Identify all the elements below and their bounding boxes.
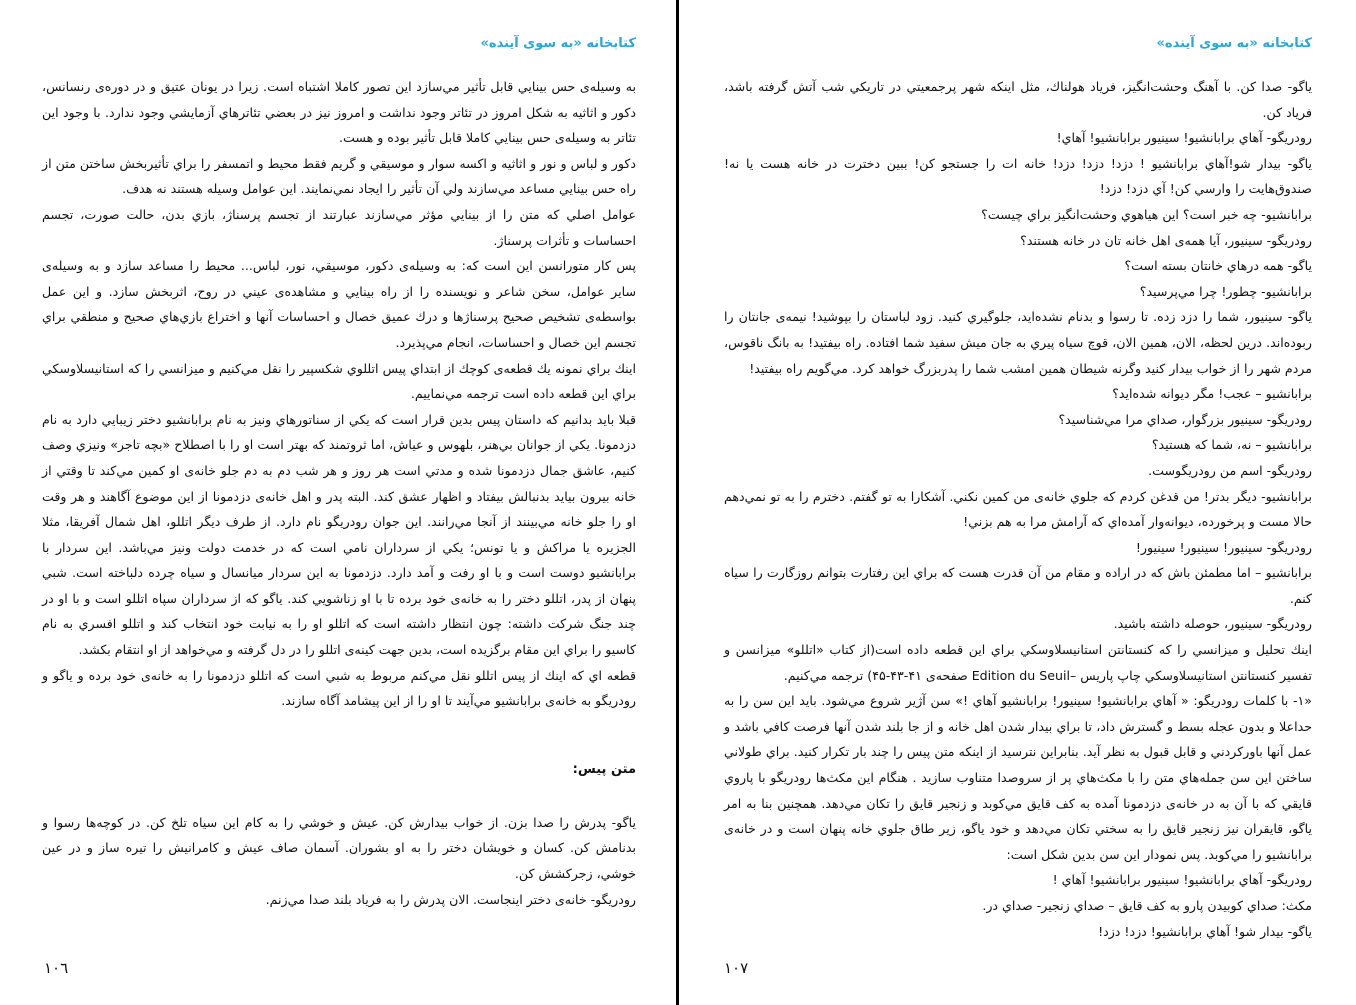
section-heading: متن پيس: <box>572 761 636 777</box>
script-line: رودريگو- خانه‌ی دختر اينجاست. الان پدرش را به فرياد بلند صدا مي‌زنم. <box>265 891 636 907</box>
paragraph: رودريگو- آهاي برابانشيو! سينيور برابانشيو! آهاي ! <box>1052 872 1312 888</box>
paragraph: قبلا بايد بدانيم كه داستان پيس بدين قرار است كه يكي از سناتورهاي ونيز به نام برابانشيو دختر زيبايي دارد به نام دزدمونا. يكي از جوانان بي‌هنر، بلهوس و عياش، اما ثروتمند كه بهتر است او را با اصطلاح «بچه تاجر» ونيزي وصف كنيم، عاشق جمال دزدمونا شده و مدتي است هر روز و هر شب دم به دم جلو خانه‌ی او كمين مي‌كند تا وقتي از خانه بيرون بيايد بدنبالش بيفتاد و اظهار عشق كند. البته پدر و اهل خانه‌ی دزدمونا از اين موضوع آگاهند و هر وقت او را جلو خانه مي‌بينند از آنجا مي‌رانند. اين جوان رودريگو نام دارد. از طرف ديگر اتللو، اهل شمال آفريقا، مثلا الجزيره يا مراكش و يا تونس؛ يكي از سرداران نامي است كه در خدمت دولت ونيز مي‌باشد. اين سردار با برابانشيو دوست است و با او رفت و آمد دارد. دزدمونا به اين سردار ميانسال و سياه چرده دلباخته است. شبي پنهان از پدر، اتللو دختر را به خانه‌ی خود برده تا با او زناشويي كند. ياگو كه از سرداران سپاه اتللو است و با او در چند جنگ شركت داشته: چون انتظار داشته است كه اتللو او را به نيابت خود انتخاب كند و اتللو افسري به نام كاسيو را براي اين مقام برگزيده است، بدين جهت كينه‌ی اتللو را در دل گرفته و مي‌خواهد از او انتقام بكشد. <box>42 411 636 658</box>
paragraph: اينك تحليل و ميزانسي را كه كنستانتن استانيسلاوسكي براي اين قطعه داده است(از كتاب «اتللو» ميزانسن و تفسير كنستانتن استانيسلاوسكي چاپ پاريس –Edition du Seuil صفحه‌ی ۴۱-۴۳-۴۵) ترجمه مي‌كنيم. <box>724 642 1312 683</box>
paragraph: دكور و لباس و نور و اثاثيه و اكسه سوار و موسيقي و گريم فقط محيط و اتمسفر را براي تأثيربخش ساختن متن از راه حس بينايي مساعد مي‌سازند ولي آن تأثير را ايجاد نمي‌نمايند. اين عوامل وسيله هستند نه هدف. <box>42 155 636 197</box>
paragraph: پس كار متورانسن اين است كه: به وسيله‌ی دكور، موسيقي، نور، لباس... محيط را مساعد سازد و به وسيله‌ی ساير عوامل، سخن شاعر و نويسنده را از راه بينايي و مشاهده‌ی عيني در روح، اثربخش سازد. و اين عمل بواسطه‌ی تشخيص صحيح پرسناژها و درك عميق خصال و احساسات آنها و اختراع بازي‌هاي صحيح و منطقي براي تجسم اين خصال و احساسات، انجام مي‌پذيرد. <box>42 258 636 350</box>
right-body-text <box>724 74 1312 944</box>
page-divider <box>676 0 679 1005</box>
paragraph: ياگو- بيدار شو! آهاي برابانشيو! دزد! دزد! <box>1098 923 1312 939</box>
paragraph: به وسيله‌ی حس بينايي قابل تأثير مي‌سازد اين تصور كاملا اشتباه است. زيرا در يونان عتيق و در دوره‌ی رنسانس، دكور و اثاثيه به شكل امروز در تئاتر وجود نداشت و امروز نيز در بعضي تئاترهاي آزمايشي وجود ندارد. با وجود اين تئاتر به وسيله‌ی حس بينايي كاملا قابل تأثير بوده و هست. <box>42 79 636 146</box>
paragraph: برابانشيو- ديگر بدتر! من قدغن كردم كه جلوي خانه‌ی من كمين نكني. آشكارا به تو گفتم. دخترم را به تو نمي‌دهم حالا مست و پرخورده، ديوانه‌وار آمده‌اي كه آرامش مرا به هم بزني! <box>724 488 1312 530</box>
paragraph: اينك براي نمونه يك قطعه‌ی كوچك از ابتداي پيس اتللوي شكسپير را نقل مي‌كنيم و ميزانسي را كه استانيسلاوسكي براي اين قطعه داده است ترجمه مي‌نماييم. <box>42 360 636 402</box>
paragraph: رودريگو- سينيور! سينيور! سينيور! <box>1135 539 1312 555</box>
paragraph: مكث: صداي كوبيدن پارو به كف قايق – صداي زنجير- صداي در. <box>982 898 1312 913</box>
paragraph: برابانشيو- چطور! چرا مي‌پرسيد؟ <box>1139 283 1312 299</box>
paragraph: برابانشيو – عجب! مگر ديوانه شده‌ايد؟ <box>1112 386 1312 402</box>
paragraph: ياگو- بيدار شو!آهاي برابانشيو ! دزد! دزد! دزد! خانه ات را جستجو كن! ببين دخترت در خانه هست يا نه! صندوق‌هايت را وارسي كن! آي دزد! دزد! <box>724 155 1312 197</box>
paragraph: برابانشيو- چه خبر است؟ اين هياهوي وحشت‌انگيز براي چيست؟ <box>981 206 1312 222</box>
paragraph: «١- با كلمات رودريگو: « آهاي برابانشيو! سينيور! برابانشيو آهاي !» سن آژير شروع مي‌شود. بايد اين سن را به حداعلا و بدون عجله بسط و گسترش داد، تا براي بيدار شدن اهل خانه و از جا بلند شدن آنها فرصت كافي باشد و عمل آنها باوركردني و قابل قبول به نظر آيد. بنابراين نترسيد از اينكه متن پيس را چند بار تكرار كنيد. براي طولاني ساختن اين سن جمله‌هاي متن را با مكث‌هاي پر از سروصدا متناوب سازيد . هنگام اين مكث‌ها رودريگو با پاروي قايقي كه با آن به در خانه‌ی دزدمونا آمده به كف قايق مي‌كوبد و زنجير قايق را تكان مي‌دهد. همچنين بنا به امر ياگو، قايقران نيز زنجير قايق را به سختي تكان مي‌دهد و خود ياگو، زير طاق جلوي خانه پنهان است و در خانه‌ی برابانشيو را مي‌كوبد. پس نمودار اين سن بدين شكل است: <box>724 693 1312 862</box>
paragraph: رودريگو- اسم من رودريگوست. <box>1148 462 1312 478</box>
paragraph: رودريگو- سينيور بزرگوار، صداي مرا مي‌شناسيد؟ <box>1058 411 1312 427</box>
paragraph: رودريگو- سينيور، حوصله داشته باشيد. <box>1113 616 1312 632</box>
paragraph: برابانشيو – نه، شما كه هستيد؟ <box>1151 437 1312 453</box>
script-line: ياگو- پدرش را صدا بزن. از خواب بيدارش كن. عيش و خوشي را به كام اين سياه تلخ كن. در كوچه‌ها رسوا و بدنامش كن. كسان و خويشان دختر را به او بشوران. آسمان صاف عيش و كامرانيش را تيره ساز و در عين خوشي، زجركشش كن. <box>42 814 636 882</box>
page-number: ١٠٧ <box>724 959 749 977</box>
paragraph: ياگو- سينيور، شما را دزد زده. تا رسوا و بدنام نشده‌ايد، جلوگيري كنيد. زود لباستان را بپوشيد! نيمه‌ی جانتان را ربوده‌اند. درين لحظه، الان، همين الان، قوچ سياه پيري به جان ميش سفيد شما افتاده. راه بيفتيد! به بانگ ناقوس، مردم شهر را از خواب بيدار كنيد وگرنه شيطان همين امشب شما را پدربزرگ خواهد كرد. مي‌گويم راه بيفتيد! <box>724 309 1312 376</box>
paragraph: عوامل اصلي كه متن را از بينايي مؤثر مي‌سازند عبارتند از تجسم پرسناژ، بازي بدن، حالت صورت، تجسم احساسات و تأثرات پرسناژ. <box>42 206 636 248</box>
page-number: ١٠٦ <box>44 959 69 977</box>
paragraph: رودريگو- آهاي برابانشيو! سينيور برابانشيو! آهاي! <box>1056 130 1312 146</box>
paragraph: قطعه اي كه اينك از پيس اتللو نقل مي‌كنم مربوط به شبي است كه اتللو دزدمونا را به خانه‌ی خود برده و ياگو و رودريگو به خانه‌ی برابانشيو مي‌آيند تا او را از اين پيشامد آگاه سازند. <box>42 667 636 709</box>
left-body-text <box>42 74 636 912</box>
paragraph: ياگو- همه درهاي خانتان بسته است؟ <box>1124 258 1312 274</box>
running-head: کتابخانه «به سوی آینده» <box>1156 36 1312 51</box>
running-head: کتابخانه «به سوی آینده» <box>480 36 636 51</box>
right-page <box>680 0 1356 1005</box>
paragraph: رودريگو- سينيور، آيا همه‌ی اهل خانه تان در خانه هستند؟ <box>1020 232 1312 248</box>
paragraph: ياگو- صدا كن. با آهنگ وحشت‌انگيز، فرياد هولناك، مثل اينكه شهر پرجمعيتي در تاريكي شب آتش گرفته باشد، فرياد كن. <box>724 79 1312 120</box>
paragraph: برابانشيو – اما مطمئن باش كه در اراده و مقام من آن قدرت هست كه براي اين رفتارت بتوانم روزگارت را سياه كنم. <box>724 565 1312 606</box>
left-page <box>0 0 676 1005</box>
